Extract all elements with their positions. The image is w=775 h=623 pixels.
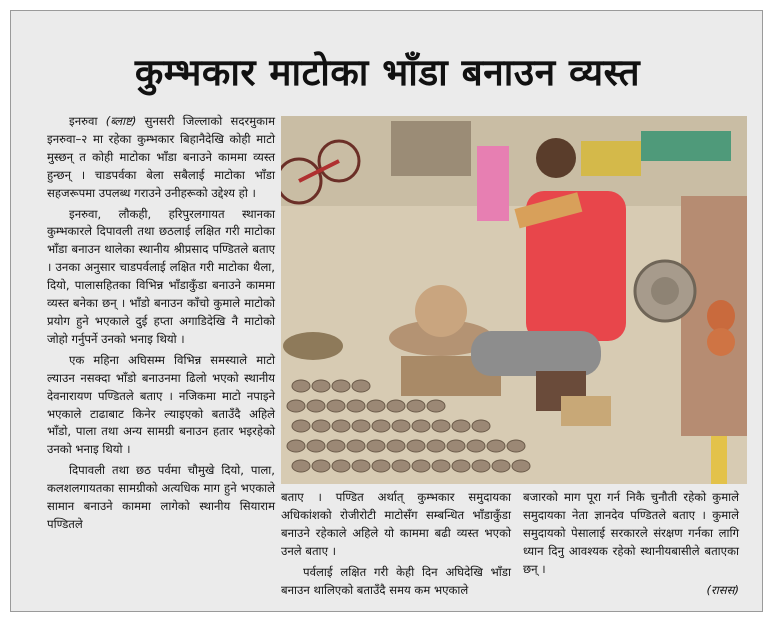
signoff: (रासस) — [706, 582, 739, 597]
article-column-1 — [47, 113, 275, 537]
news-source: (ब्लाष्ट) — [105, 114, 137, 128]
article-paragraph: बताए । पण्डित अर्थात् कुम्भकार समुदायका अधिकांशको रोजीरोटी माटोसँग सम्बन्धित भाँडाकुँडा बनाउने रहेकाले अहिले यो काममा बढी व्यस्त भएको उनले बताए । — [281, 490, 511, 558]
lede-paragraph — [47, 113, 275, 203]
article-paragraph: इनरुवा, लौकही, हरिपुरलगायत स्थानका कुम्भकारले दिपावली तथा छठलाई लक्षित गरी माटोका भाँडा बनाउन थालेका स्थानीय श्रीप्रसाद पण्डितले बताए । उनका अनुसार चाडपर्वलाई लक्षित गरी माटोका थैला, दियो, पालासहितका विभिन्न भाँडाकुँडा बनाउने काममा व्यस्त बनेका छन् । भाँडो बनाउन काँचो कुमाले माटोको प्रयोग हुने भएकाले दुई हप्ता अगाडिदेखि नै माटोको जोहो गर्नुपर्ने उनको भनाइ थियो । — [47, 206, 275, 346]
dateline-place: इनरुवा — [69, 114, 98, 128]
newspaper-clipping — [10, 10, 763, 612]
lede-text: सुनसरी जिल्लाको सदरमुकाम इनरुवा–२ मा रहेका कुम्भकार बिहानैदेखि कोही माटो मुस्छन् त कोही माटोका भाँडा बनाउने काममा व्यस्त हुन्छन् । चाडपर्वका बेला सबैलाई माटोका भाँडा सहजरूपमा उपलब्ध गराउने उनीहरूको उद्देश्य हो । — [47, 114, 276, 200]
article-column-3 — [523, 489, 739, 599]
article-column-2 — [281, 489, 511, 602]
headline: कुम्भकार माटोका भाँडा बनाउन व्यस्त — [134, 51, 641, 94]
article-paragraph: एक महिना अघिसम्म विभिन्न समस्याले माटो ल्याउन नसक्दा भाँडो बनाउनमा ढिलो भएको स्थानीय देवनारायण पण्डितले बताए । नजिकमा माटो नपाइने भएकाले टाढाबाट किनेर ल्याइएको बताउँदै अहिले भाँडो, पाला तथा अन्य सामग्री बनाउन हतार भइरहेको उनको भनाइ थियो । — [47, 352, 275, 457]
article-paragraph: दिपावली तथा छठ पर्वमा चौमुखे दियो, पाला, कलशलगायतका सामग्रीको अत्यधिक माग हुने भएकाले सामान बनाउने काममा लागेको स्थानीय सियाराम पण्डितले — [47, 463, 275, 531]
potter-photo — [281, 116, 747, 484]
article-paragraph: पर्वलाई लक्षित गरी केही दिन अघिदेखि भाँडा बनाउन थालिएको बताउँदै समय कम भएकाले — [281, 564, 511, 597]
potter-at-wheel-photo-icon — [281, 116, 747, 484]
article-paragraph: बजारको माग पूरा गर्न निकै चुनौती रहेको कुमाले समुदायका नेता ज्ञानदेव पण्डितले बताए । कुमाले समुदायको पेसालाई सरकारले संरक्षण गर्नका लागि ध्यान दिनु आवश्यक रहेको स्थानीयबासीले बताएका छन् । — [523, 490, 739, 576]
